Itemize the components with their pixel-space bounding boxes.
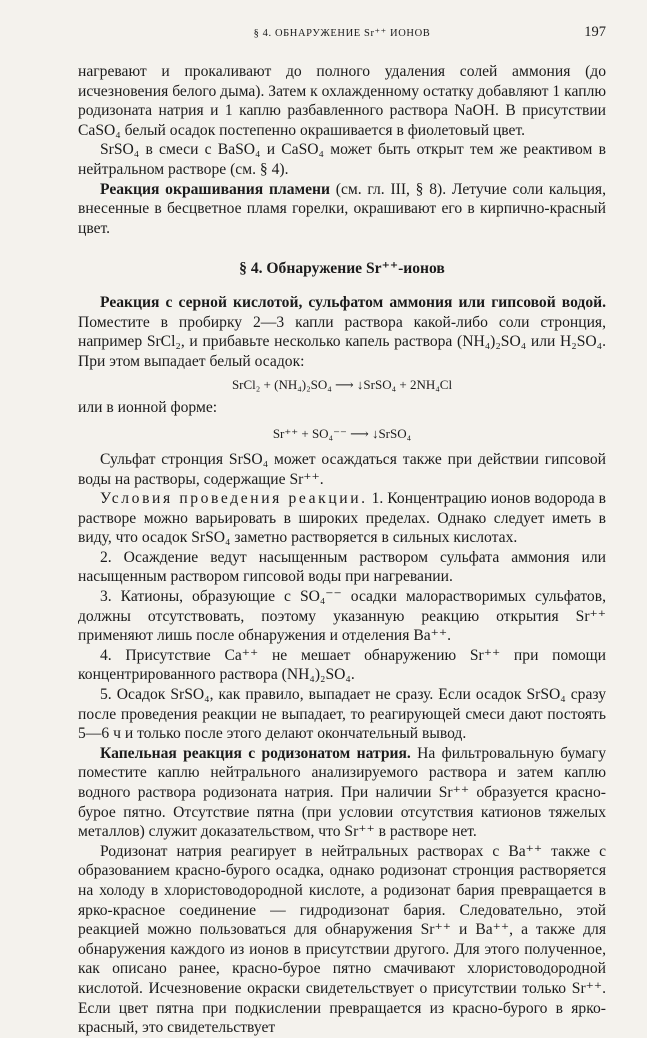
page-number: 197: [584, 24, 606, 40]
paragraph-conditions-5: 5. Осадок SrSO₄, как правило, выпадает не сразу. Если осадок SrSO₄ сразу после проведения реакции не выпадает, то реагирующей смеси дают постоять 5—6 ч и только после этого делают окончательный вывод.: [78, 686, 606, 743]
page-body: [78, 62, 606, 1038]
paragraph-conditions-2: 2. Осаждение ведут насыщенным раствором сульфата аммония или насыщенным раствором гипсовой воды при нагревании.: [78, 548, 606, 586]
paragraph-srso4-mixture: SrSO₄ в смеси с BaSO₄ и CaSO₄ может быть открыт тем же реактивом в нейтральном растворе (см. § 4).: [78, 141, 606, 178]
sulfuric-acid-lead: Реакция с серной кислотой, сульфатом аммония или гипсовой водой.: [100, 293, 606, 311]
section-heading: § 4. Обнаружение Sr⁺⁺-ионов: [239, 260, 445, 278]
running-title: § 4. ОБНАРУЖЕНИЕ Sr⁺⁺ ИОНОВ: [253, 28, 431, 39]
conditions-lead: Условия проведения реакции.: [100, 490, 368, 508]
equation-molecular: SrCl₂ + (NH₄)₂SO₄ ⟶ ↓SrSO₄ + 2NH₄Cl: [231, 377, 453, 393]
paragraph-flame-reaction: [78, 180, 606, 239]
paragraph-conditions-3: 3. Катионы, образующие с SO₄⁻⁻ осадки малорастворимых сульфатов, должны отсутствовать, поэтому указанную реакцию открытия Sr⁺⁺ применяют лишь после обнаружения и отделения Ba⁺⁺.: [78, 588, 606, 645]
conditions-text: 1. Концентрацию ионов водорода в растворе можно варьировать в широких пределах. Однако следует иметь в виду, что осадок SrSO₄ заметно растворяется в сильных кислотах.: [78, 490, 606, 547]
drop-reaction-lead: Капельная реакция с родизонатом натрия.: [100, 744, 411, 762]
paragraph-rhodizonate: Родизонат натрия реагирует в нейтральных растворах с Ba⁺⁺ также с образованием красно-бурого осадка, однако родизонат стронция растворяется на холоду в хлористоводородной кислоте, а родизонат бария превращается в ярко-красное соединение — гидродизонат бария. Следовательно, этой реакцией можно пользоваться для обнаружения Sr⁺⁺ и Ba⁺⁺, а также для обнаружения каждого из ионов в присутствии другого. Для этого полученное, как описано ранее, красно-бурое пятно смачивают хлористоводородной кислотой. Исчезновение окраски свидетельствует о присутствии только Sr⁺⁺. Если цвет пятна при подкислении превращается из красно-бурого в ярко-красный, это свидетельствует: [78, 842, 606, 1037]
sulfuric-acid-text: Поместите в пробирку 2—3 капли раствора какой-либо соли стронция, например SrCl₂, и прибавьте несколько капель раствора (NH₄)₂SO₄ или H₂SO₄. При этом выпадает белый осадок:: [78, 313, 606, 370]
ionic-form-intro: или в ионной форме:: [78, 399, 218, 417]
equation-ionic: Sr⁺⁺ + SO₄⁻⁻ ⟶ ↓SrSO₄: [272, 425, 412, 441]
paragraph-strontium-sulfate: Сульфат стронция SrSO₄ может осаждаться также при действии гипсовой воды на растворы, содержащие Sr⁺⁺.: [78, 450, 606, 488]
flame-reaction-lead: Реакция окрашивания пламени: [100, 180, 331, 198]
flame-reaction-text: (см. гл. III, § 8). Летучие соли кальция, внесенные в бесцветное пламя горелки, окрашивают его в кирпично-красный цвет.: [78, 180, 606, 237]
paragraph-conditions-4: 4. Присутствие Ca⁺⁺ не мешает обнаружению Sr⁺⁺ при помощи концентрированного раствора (NH₄)₂SO₄.: [78, 646, 606, 684]
paragraph-conditions-1: [78, 489, 606, 548]
paragraph-sulfuric-acid: [78, 293, 606, 371]
running-header: [78, 22, 606, 44]
drop-reaction-text: На фильтровальную бумагу поместите каплю нейтрального анализируемого раствора и затем каплю водного раствора родизоната натрия. При наличии Sr⁺⁺ образуется красно-бурое пятно. Отсутствие пятна (при условии отсутствия катионов тяжелых металлов) служит доказательством, что Sr⁺⁺ в растворе нет.: [78, 744, 606, 841]
paragraph-drop-reaction: [78, 744, 606, 842]
paragraph-continuation: нагревают и прокаливают до полного удаления солей аммония (до исчезновения белого дыма). Затем к охлажденному остатку добавляют 1 каплю родизоната натрия и 1 каплю разбавленного раствора NaOH. В присутствии CaSO₄ белый осадок постепенно окрашивается в фиолетовый цвет.: [78, 63, 606, 139]
